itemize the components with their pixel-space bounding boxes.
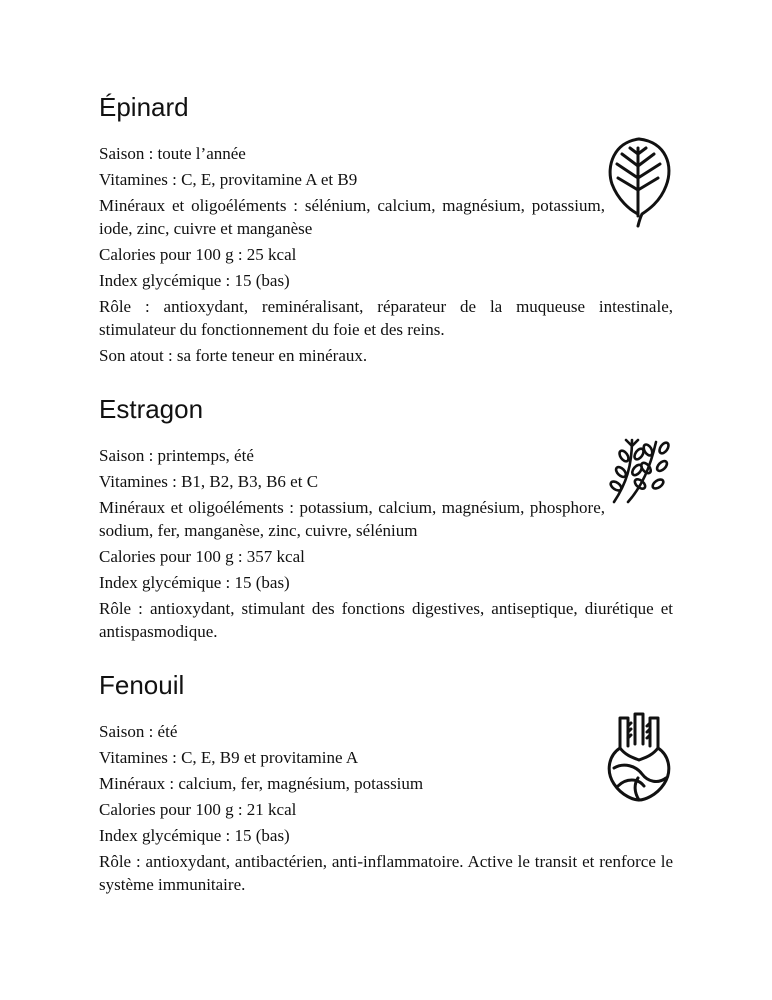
highlight-line: Son atout : sa forte teneur en minéraux. [99,346,368,365]
herb-sprig-icon [604,436,674,504]
calories-line: Calories pour 100 g : 25 kcal [99,245,297,264]
season-line: Saison : été [99,722,178,741]
section-estragon [99,394,673,646]
section-title: Fenouil [99,670,185,700]
glycemic-index-line: Index glycémique : 15 (bas) [99,826,290,845]
spinach-leaf-icon [604,136,674,228]
glycemic-index-line: Index glycémique : 15 (bas) [99,573,290,592]
vitamins-line: Vitamines : C, E, provitamine A et B9 [99,170,358,189]
calories-line: Calories pour 100 g : 21 kcal [99,800,297,819]
glycemic-index-line: Index glycémique : 15 (bas) [99,271,290,290]
vitamins-line: Vitamines : B1, B2, B3, B6 et C [99,472,319,491]
role-line: Rôle : antioxydant, reminéralisant, réparateur de la muqueuse intestinale, stimulateur du fonctionnement du foie et des reins. [99,297,673,339]
minerals-line: Minéraux et oligoéléments : potassium, calcium, magnésium, phosphore, sodium, fer, manganèse, zinc, cuivre, sélénium [99,498,605,540]
vitamins-line: Vitamines : C, E, B9 et provitamine A [99,748,359,767]
minerals-line: Minéraux : calcium, fer, magnésium, potassium [99,774,424,793]
role-line: Rôle : antioxydant, stimulant des fonctions digestives, antiseptique, diurétique et antispasmodique. [99,599,673,641]
season-line: Saison : printemps, été [99,446,254,465]
fennel-bulb-icon [604,712,674,802]
calories-line: Calories pour 100 g : 357 kcal [99,547,305,566]
section-title: Épinard [99,92,189,122]
section-epinard [99,92,673,370]
minerals-line: Minéraux et oligoéléments : sélénium, calcium, magnésium, potassium, iode, zinc, cuivre et manganèse [99,196,605,238]
section-fenouil [99,670,673,899]
role-line: Rôle : antioxydant, antibactérien, anti-inflammatoire. Active le transit et renforce le système immunitaire. [99,852,673,894]
season-line: Saison : toute l’année [99,144,246,163]
section-title: Estragon [99,394,204,424]
